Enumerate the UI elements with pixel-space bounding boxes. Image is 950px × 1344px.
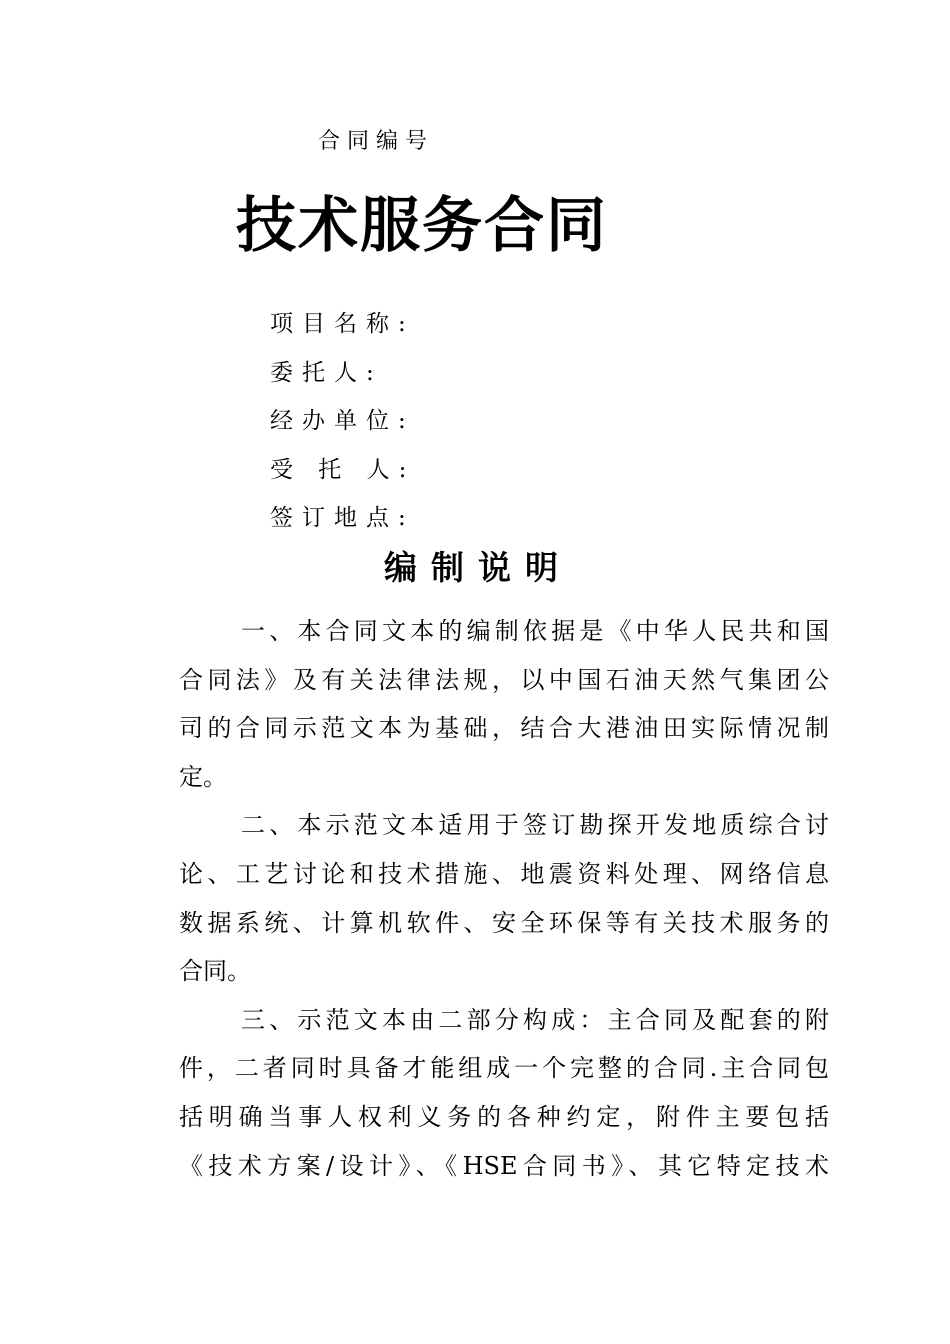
- paragraph-line: 定。: [179, 762, 227, 791]
- paragraph-line: 一、本合同文本的编制依据是《中华人民共和国: [241, 617, 829, 645]
- field-project-name: 项目名称:: [270, 311, 415, 337]
- paragraph-line: 括明确当事人权利义务的各种约定，附件主要包括: [179, 1102, 829, 1131]
- paragraph-line: 三、示范文本由二部分构成：主合同及配套的附: [241, 1005, 829, 1034]
- contract-number-label: 合同编号: [318, 129, 435, 154]
- section-body: [117, 609, 829, 1192]
- contract-fields: [270, 306, 415, 549]
- field-client: 委托人:: [270, 359, 383, 386]
- paragraph-2: [117, 803, 829, 997]
- paragraph-line: 二、本示范文本适用于签订勘探开发地质综合讨: [241, 811, 829, 840]
- paragraph-line: 数据系统、计算机软件、安全环保等有关技术服务的: [179, 908, 829, 937]
- paragraph-line: 合同。: [179, 957, 251, 986]
- field-handling-unit: 经办单位:: [270, 408, 415, 434]
- paragraph-line: 合同法》及有关法律法规，以中国石油天然气集团公: [179, 665, 829, 694]
- paragraph-line: 论、工艺讨论和技术措施、地震资料处理、网络信息: [179, 859, 829, 888]
- paragraph-3: [117, 998, 829, 1192]
- document-title: 技术服务合同: [236, 191, 608, 261]
- paragraph-1: [117, 609, 829, 803]
- paragraph-line: 司的合同示范文本为基础，结合大港油田实际情况制: [179, 714, 829, 743]
- paragraph-line: 件，二者同时具备才能组成一个完整的合同.主合同包: [179, 1054, 829, 1083]
- field-signing-place: 签订地点:: [270, 505, 415, 531]
- field-contractor: 受 托 人:: [270, 456, 416, 483]
- paragraph-line: 《技术方案/设计》、《HSE合同书》、其它特定技术: [179, 1151, 829, 1180]
- section-title: 编制说明: [384, 548, 572, 587]
